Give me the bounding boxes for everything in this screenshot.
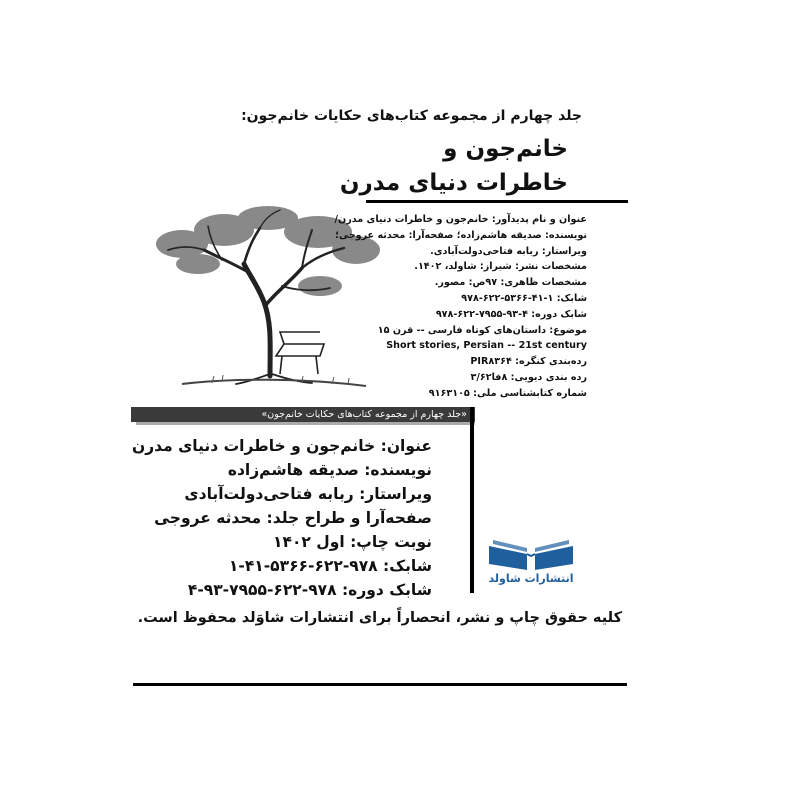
cip-line: رده‌بندی کنگره: PIR۸۳۶۴ <box>470 356 587 368</box>
cataloging-in-publication <box>334 212 587 402</box>
title-underline <box>366 200 628 203</box>
cip-line: مشخصات نشر: شیراز: شاولد، ۱۴۰۲. <box>414 261 587 273</box>
cip-line: رده بندی دیویی: ۸فا۳/۶۲ <box>470 371 587 383</box>
cip-line: موضوع: داستان‌های کوتاه فارسی -- قرن ۱۵ <box>377 324 587 336</box>
cip-line: مشخصات ظاهری: ۹۷ص: مصور. <box>434 277 587 289</box>
cip-line: عنوان و نام پدیدآور: خانم‌جون و خاطرات دنیای مدرن/ <box>334 214 587 225</box>
cip-line: شابک: ۱-۴۱-۵۳۶۶-۶۲۲-۹۷۸ <box>461 292 587 304</box>
book-title-line1: خانم‌جون و <box>443 136 568 162</box>
banner-shadow <box>136 422 475 425</box>
cip-subject-english: Short stories, Persian -- 21st century <box>386 340 587 352</box>
book-title-line2: خاطرات دنیای مدرن <box>339 170 568 196</box>
detail-author: نویسنده: صدیقه هاشم‌زاده <box>227 461 432 479</box>
publisher-logo-icon <box>483 536 579 594</box>
series-line: جلد چهارم از مجموعه کتاب‌های حکایات خانم‌جون: <box>241 108 582 124</box>
publisher-name: انتشارات شاولد <box>488 572 574 585</box>
vertical-divider <box>470 407 474 593</box>
isbn-label: شابک: <box>383 557 432 575</box>
detail-edition: نوبت چاپ: اول ۱۴۰۲ <box>273 533 432 551</box>
detail-editor: ویراستار: ربابه فتاحی‌دولت‌آبادی <box>184 485 432 503</box>
isbn-set-label: شابک دوره: <box>341 581 432 599</box>
detail-isbn-set <box>132 578 432 602</box>
cip-line: ویراستار: ربابه فتاحی‌دولت‌آبادی. <box>430 245 587 257</box>
detail-designer: صفحه‌آرا و طراح جلد: محدثه عروجی <box>154 509 432 527</box>
copyright-notice: کلیه حقوق چاپ و نشر، انحصاراً برای انتشارات شاوَلد محفوظ است. <box>137 610 622 626</box>
book-details <box>132 434 432 602</box>
cip-line: شماره کتابشناسی ملی: ۹۱۶۳۱۰۵ <box>428 387 587 399</box>
isbn-value: ۱-۴۱-۵۳۶۶-۶۲۲-۹۷۸ <box>228 557 378 575</box>
cip-line: شابک دوره: ۴-۹۳-۷۹۵۵-۶۲۲-۹۷۸ <box>435 308 587 320</box>
detail-title: عنوان: خانم‌جون و خاطرات دنیای مدرن <box>131 437 432 455</box>
bottom-rule <box>133 683 627 686</box>
isbn-set-value: ۴-۹۳-۷۹۵۵-۶۲۲-۹۷۸ <box>187 581 337 599</box>
cip-line: نویسنده: صدیقه هاشم‌زاده؛ صفحه‌آرا: محدثه عروجی؛ <box>335 229 587 241</box>
detail-isbn <box>132 554 432 578</box>
series-banner: «جلد چهارم از مجموعه کتاب‌های حکایات خانم‌جون» <box>131 407 475 422</box>
